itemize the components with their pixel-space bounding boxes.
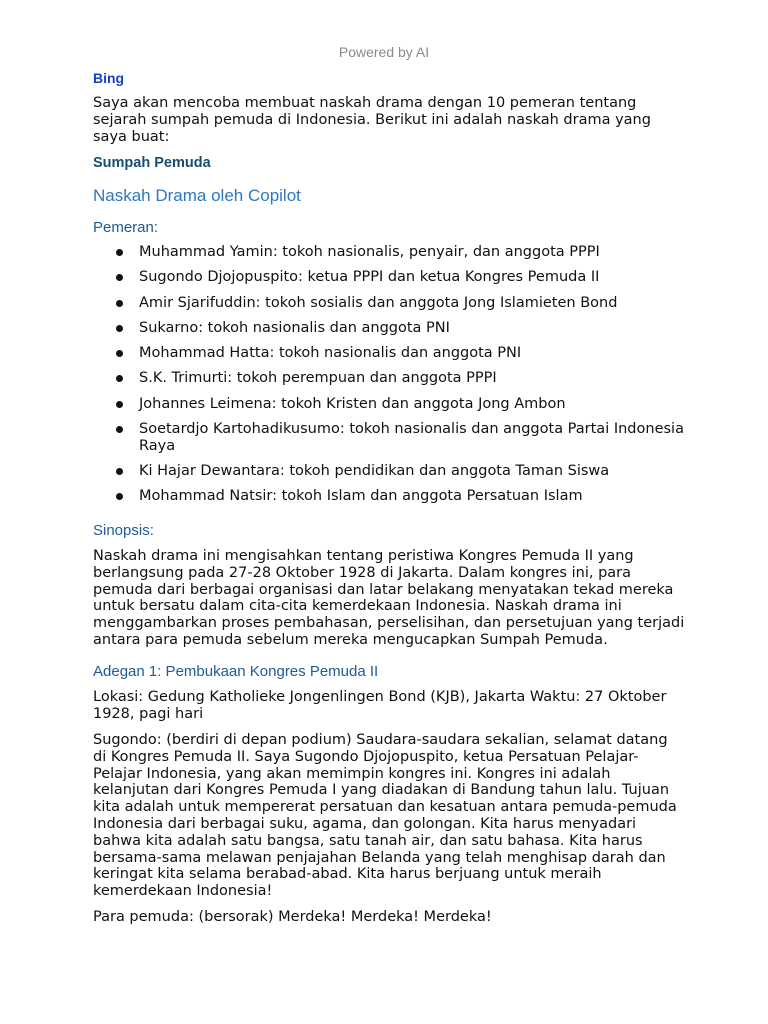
cast-item	[93, 421, 693, 455]
synopsis-heading: Sinopsis:	[93, 522, 154, 539]
intro-text: Saya akan mencoba membuat naskah drama dengan 10 pemeran tentang sejarah sumpah pemuda di Indonesia. Berikut ini adalah naskah drama yang saya buat:	[93, 95, 651, 145]
cast-item-text: Mohammad Natsir: tokoh Islam dan anggota Persatuan Islam	[139, 488, 583, 505]
cast-item-text: Sukarno: tokoh nasionalis dan anggota PNI	[139, 319, 450, 336]
bullet-icon	[116, 426, 123, 433]
script-title: Sumpah Pemuda	[93, 155, 211, 171]
cast-item	[93, 269, 693, 286]
cast-item-text: Ki Hajar Dewantara: tokoh pendidikan dan anggota Taman Siswa	[139, 463, 610, 480]
cast-item	[93, 463, 693, 480]
cast-item	[93, 488, 693, 505]
bullet-icon	[116, 274, 123, 281]
cast-item-text: Mohammad Hatta: tokoh nasionalis dan anggota PNI	[139, 345, 522, 362]
scene1-heading: Adegan 1: Pembukaan Kongres Pemuda II	[93, 663, 379, 680]
bullet-icon	[116, 300, 123, 307]
synopsis-text: Naskah drama ini mengisahkan tentang peristiwa Kongres Pemuda II yang berlangsung pada 27-28 Oktober 1928 di Jakarta. Dalam kongres ini, para pemuda dari berbagai organisasi dan latar belakang menyatakan tekad mereka untuk bersatu dalam cita-cita kemerdekaan Indonesia. Naskah drama ini menggambarkan proses pembahasan, perselisihan, dan persetujuan yang terjadi antara para pemuda sebelum mereka mengucapkan Sumpah Pemuda.	[93, 548, 685, 648]
cast-item	[93, 295, 693, 312]
powered-by-label: Powered by AI	[338, 44, 430, 60]
cast-item	[93, 320, 693, 337]
bullet-icon	[116, 468, 123, 475]
sender-name: Bing	[93, 70, 125, 86]
cast-list	[93, 244, 693, 514]
cast-item-text: Sugondo Djojopuspito: ketua PPPI dan ketua Kongres Pemuda II	[139, 269, 600, 286]
bullet-icon	[116, 325, 123, 332]
bullet-icon	[116, 401, 123, 408]
cast-item	[93, 370, 693, 387]
scene1-dialogue-crowd: Para pemuda: (bersorak) Merdeka! Merdeka! Merdeka!	[93, 909, 492, 925]
cast-item	[93, 345, 693, 362]
cast-heading: Pemeran:	[93, 219, 159, 236]
cast-item-text: Johannes Leimena: tokoh Kristen dan anggota Jong Ambon	[139, 395, 566, 412]
cast-item-text: Muhammad Yamin: tokoh nasionalis, penyair, dan anggota PPPI	[139, 244, 600, 260]
bullet-icon	[116, 375, 123, 382]
scene1-dialogue-sugondo: Sugondo: (berdiri di depan podium) Saudara-saudara sekalian, selamat datang di Kongres Pemuda II. Saya Sugondo Djojopuspito, ketua Persatuan Pelajar-Pelajar Indonesia, yang akan memimpin kongres ini. Kongres ini adalah kelanjutan dari Kongres Pemuda I yang diadakan di Bandung tahun lalu. Tujuan kita adalah untuk mempererat persatuan dan kesatuan antara pemuda-pemuda Indonesia dari berbagai suku, agama, dan golongan. Kita harus menyadari bahwa kita adalah satu bangsa, satu tanah air, dan satu bahasa. Kita harus bersama-sama melawan penjajahan Belanda yang telah menghisap darah dan keringat kita selama berabad-abad. Kita harus berjuang untuk meraih kemerdekaan Indonesia!	[93, 732, 677, 900]
bullet-icon	[116, 249, 123, 256]
script-subtitle: Naskah Drama oleh Copilot	[93, 186, 301, 205]
cast-item	[93, 396, 693, 413]
cast-item-text: Amir Sjarifuddin: tokoh sosialis dan anggota Jong Islamieten Bond	[139, 294, 618, 311]
bullet-icon	[116, 493, 123, 500]
bullet-icon	[116, 350, 123, 357]
scene1-location: Lokasi: Gedung Katholieke Jongenlingen Bond (KJB), Jakarta Waktu: 27 Oktober 1928, pagi hari	[93, 689, 667, 722]
cast-item	[93, 244, 693, 261]
cast-item-text: Soetardjo Kartohadikusumo: tokoh nasionalis dan anggota Partai Indonesia Raya	[139, 421, 684, 454]
cast-item-text: S.K. Trimurti: tokoh perempuan dan anggota PPPI	[139, 370, 497, 387]
